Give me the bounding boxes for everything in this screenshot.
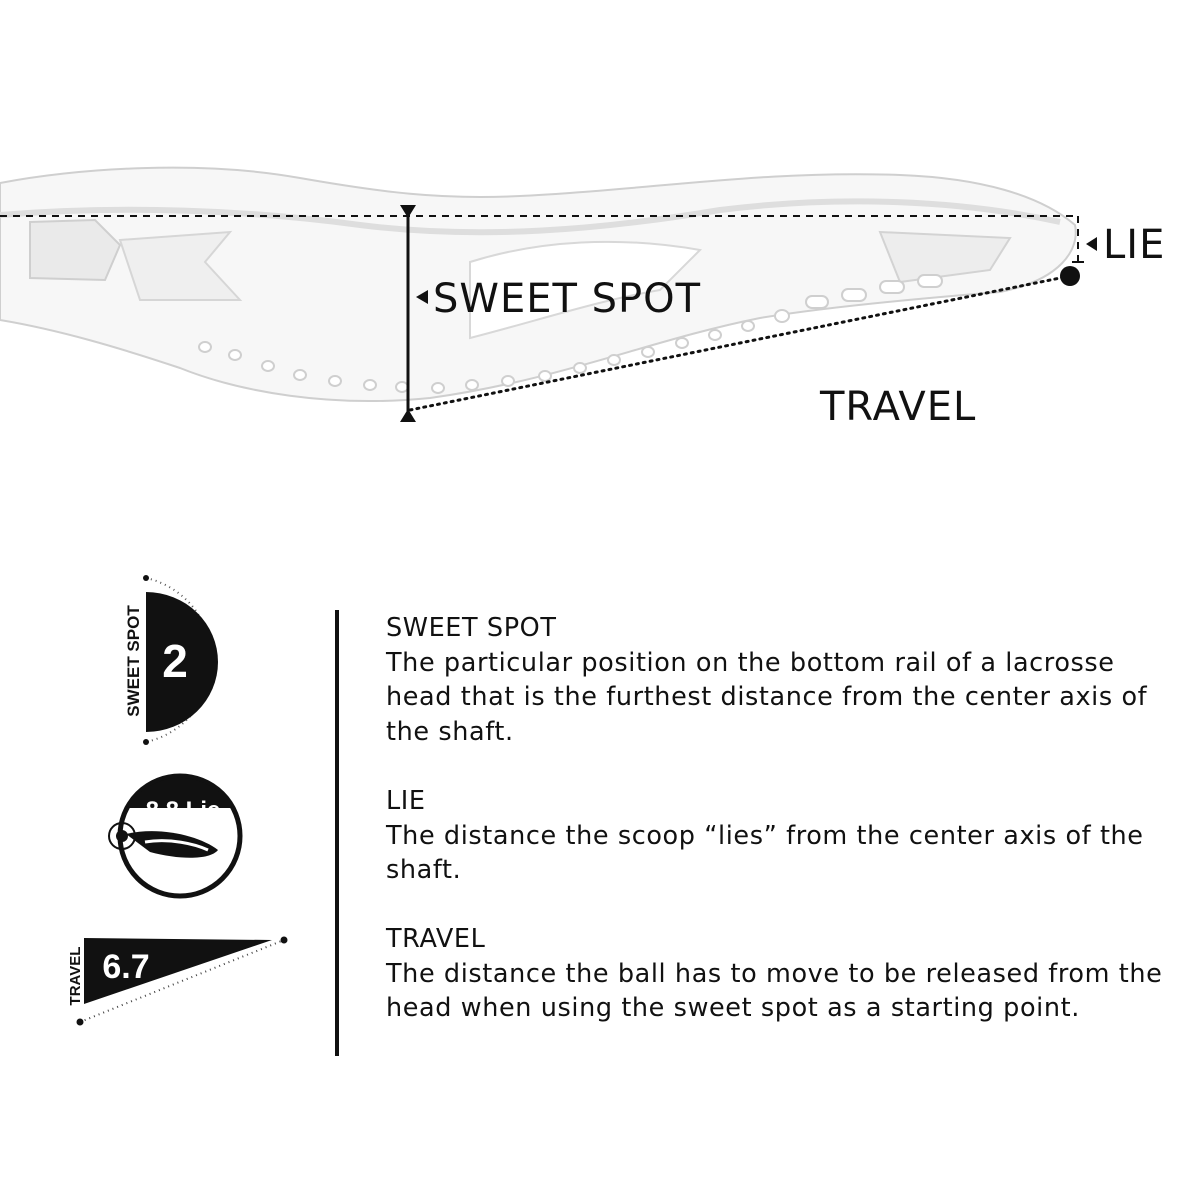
definition-text: The distance the ball has to move to be released from the head when using the sweet spot as a starting point. xyxy=(386,958,1163,1023)
definition-sweet-spot xyxy=(386,611,1166,749)
definition-term: LIE xyxy=(386,786,426,816)
definition-travel xyxy=(386,922,1166,1026)
sweet-spot-callout: SWEET SPOT xyxy=(433,276,702,322)
definition-text: The distance the scoop “lies” from the center axis of the shaft. xyxy=(386,820,1144,885)
scoop-point-marker xyxy=(1060,266,1080,286)
lie-badge-value: 8.8 Lie xyxy=(145,797,221,824)
definition-lie xyxy=(386,784,1166,888)
sweet-spot-badge-label: SWEET SPOT xyxy=(124,605,143,717)
travel-badge xyxy=(67,937,288,1026)
sweet-spot-badge-value: 2 xyxy=(162,635,188,687)
lie-arrow-icon xyxy=(1086,237,1097,251)
lie-callout: LIE xyxy=(1103,222,1166,268)
badge-icons xyxy=(0,0,330,1200)
travel-badge-label: TRAVEL xyxy=(67,946,84,1006)
definition-text: The particular position on the bottom rail of a lacrosse head that is the furthest distance from the center axis of the shaft. xyxy=(386,647,1148,747)
divider-line xyxy=(335,610,339,1056)
definition-term: TRAVEL xyxy=(386,924,486,954)
definition-term: SWEET SPOT xyxy=(386,613,557,643)
travel-badge-value: 6.7 xyxy=(102,948,150,986)
sweet-spot-badge xyxy=(124,575,218,745)
travel-callout: TRAVEL xyxy=(820,384,977,430)
lie-badge xyxy=(109,776,240,896)
